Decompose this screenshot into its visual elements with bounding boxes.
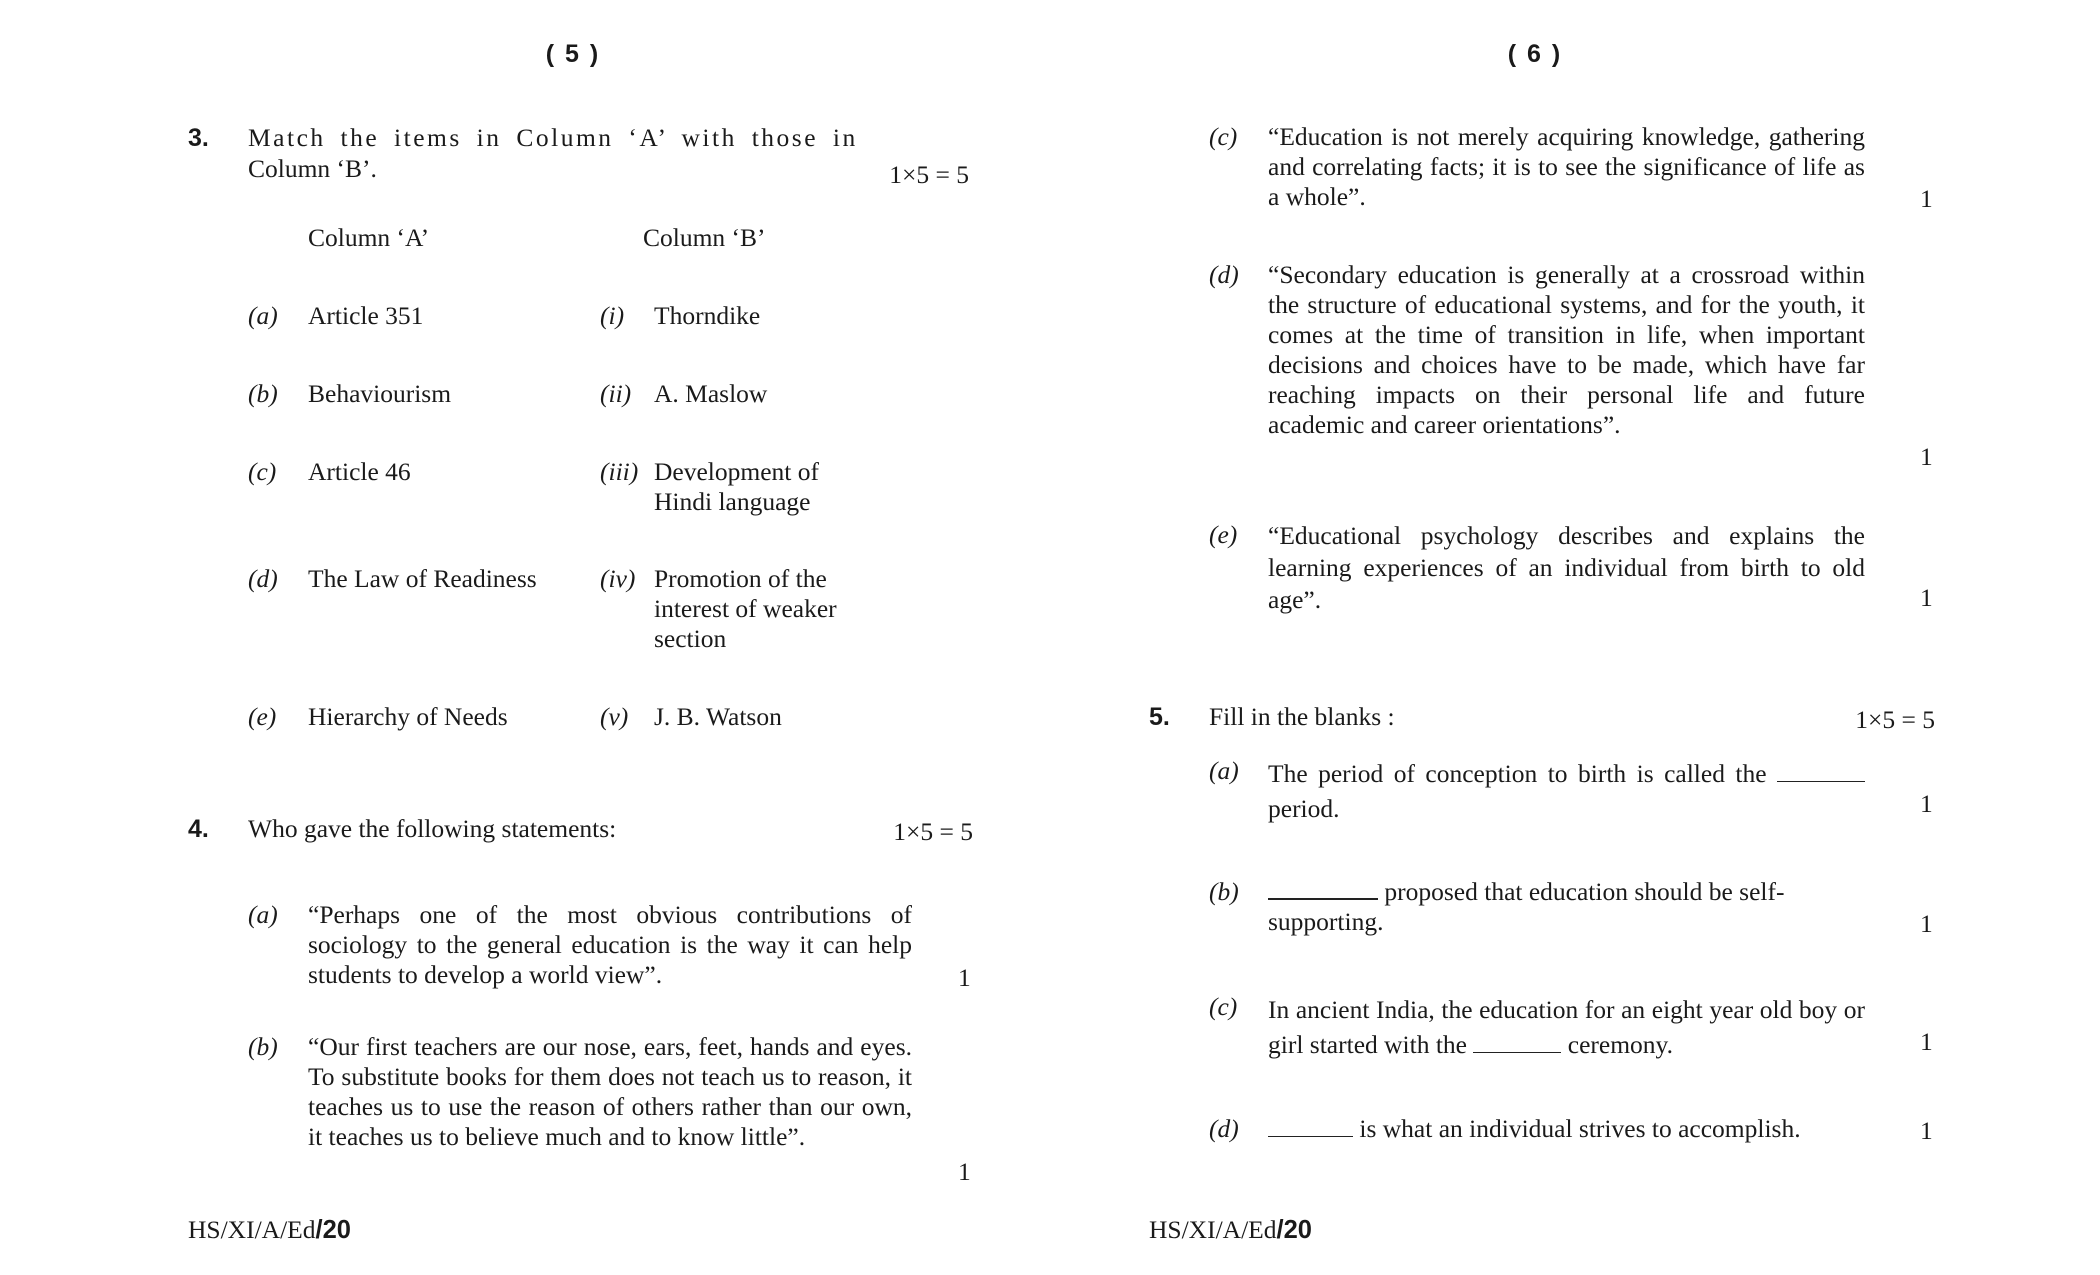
fill-blank-text [1268, 877, 1868, 937]
question-text: Match the items in Column ‘A’ with those in [248, 123, 858, 152]
column-b-item: J. B. Watson [654, 702, 782, 731]
marks: 1 [1920, 1116, 1933, 1145]
marks: 1 [958, 1157, 971, 1186]
column-b-header: Column ‘B’ [643, 223, 766, 252]
column-b-item: Thorndike [654, 301, 761, 330]
column-a-header: Column ‘A’ [308, 223, 430, 252]
item-label: (v) [600, 702, 629, 731]
statement-text: “Education is not merely acquiring knowledge, gathering and correlating facts; it is to see the significance of life as a whole”. [1268, 122, 1865, 211]
column-b-item: A. Maslow [654, 379, 768, 408]
marks: 1×5 = 5 [889, 160, 969, 189]
item-label: (e) [1209, 520, 1238, 549]
item-label: (i) [600, 301, 625, 330]
blank-line [1268, 1116, 1353, 1137]
blank-text-before: In ancient India, the education for an eight year old boy or girl started with the [1268, 995, 1865, 1059]
page-number: ( 5 ) [545, 40, 601, 68]
item-label: (b) [248, 379, 278, 408]
item-label: (b) [248, 1032, 278, 1061]
footer-number: /20 [1276, 1216, 1312, 1244]
question-text: Column ‘B’. [248, 154, 377, 183]
statement-text: “Our first teachers are our nose, ears, feet, hands and eyes. To substitute books for them does not teach us to reason, it teaches us to use the reason of others rather than our own, it teaches us to believe much and to know little”. [308, 1032, 912, 1151]
blank-line [1268, 878, 1378, 900]
question-number: 4. [188, 815, 209, 843]
column-a-item: Behaviourism [308, 379, 452, 408]
item-label: (iii) [600, 457, 639, 486]
marks: 1 [1920, 442, 1933, 471]
marks: 1×5 = 5 [893, 817, 973, 846]
question-number: 5. [1149, 703, 1170, 731]
footer-number: /20 [315, 1216, 351, 1244]
blank-line [1473, 1032, 1561, 1053]
item-label: (e) [248, 702, 277, 731]
item-label: (d) [1209, 1114, 1239, 1143]
column-a-item: Article 351 [308, 301, 424, 330]
marks: 1 [1920, 1027, 1933, 1056]
blank-text-after: period. [1268, 794, 1340, 823]
fill-blank-text [1268, 1114, 1868, 1144]
marks: 1×5 = 5 [1855, 705, 1935, 734]
footer-code [188, 1215, 351, 1245]
page-number: ( 6 ) [1507, 40, 1563, 68]
item-label: (ii) [600, 379, 632, 408]
item-label: (c) [248, 457, 277, 486]
item-label: (c) [1209, 992, 1238, 1021]
item-label: (d) [248, 564, 278, 593]
statement-text: “Perhaps one of the most obvious contributions of sociology to the general education is the way it can help students to develop a world view”. [308, 900, 912, 989]
statement-text: “Educational psychology describes and explains the learning experiences of an individual from birth to old age”. [1268, 521, 1865, 614]
item-label: (a) [248, 301, 278, 330]
footer-code [1149, 1215, 1312, 1245]
column-a-item: Article 46 [308, 457, 411, 486]
marks: 1 [1920, 789, 1933, 818]
marks: 1 [958, 963, 971, 992]
footer-code-text: HS/XI/A/Ed [1149, 1215, 1277, 1244]
item-label: (c) [1209, 122, 1238, 151]
item-label: (iv) [600, 564, 636, 593]
blank-text-after: ceremony. [1567, 1030, 1673, 1059]
blank-text-after: proposed that education should be self-supporting. [1268, 877, 1785, 936]
marks: 1 [1920, 184, 1933, 213]
question-text: Fill in the blanks : [1209, 702, 1395, 731]
marks: 1 [1920, 909, 1933, 938]
item-label: (d) [1209, 260, 1239, 289]
statement-text: “Secondary education is generally at a crossroad within the structure of educational systems, and for the youth, it comes at the time of transition in life, when important decisions and choices have to be made, which have far reaching impacts on their personal life and future academic and career orientations”. [1268, 260, 1865, 439]
question-number: 3. [188, 124, 209, 152]
column-b-item: Development of Hindi language [654, 457, 819, 516]
question-text: Who gave the following statements: [248, 814, 617, 843]
fill-blank-text [1268, 756, 1865, 826]
item-label: (a) [1209, 756, 1239, 785]
blank-line [1777, 761, 1865, 782]
marks: 1 [1920, 583, 1933, 612]
item-label: (b) [1209, 877, 1239, 906]
column-a-item: Hierarchy of Needs [308, 702, 508, 731]
fill-blank-text [1268, 992, 1865, 1062]
footer-code-text: HS/XI/A/Ed [188, 1215, 316, 1244]
column-a-item: The Law of Readiness [308, 564, 537, 593]
column-b-item: Promotion of the interest of weaker section [654, 564, 837, 653]
blank-text-after: is what an individual strives to accomplish. [1359, 1114, 1801, 1143]
item-label: (a) [248, 900, 278, 929]
blank-text-before: The period of conception to birth is called the [1268, 759, 1767, 788]
